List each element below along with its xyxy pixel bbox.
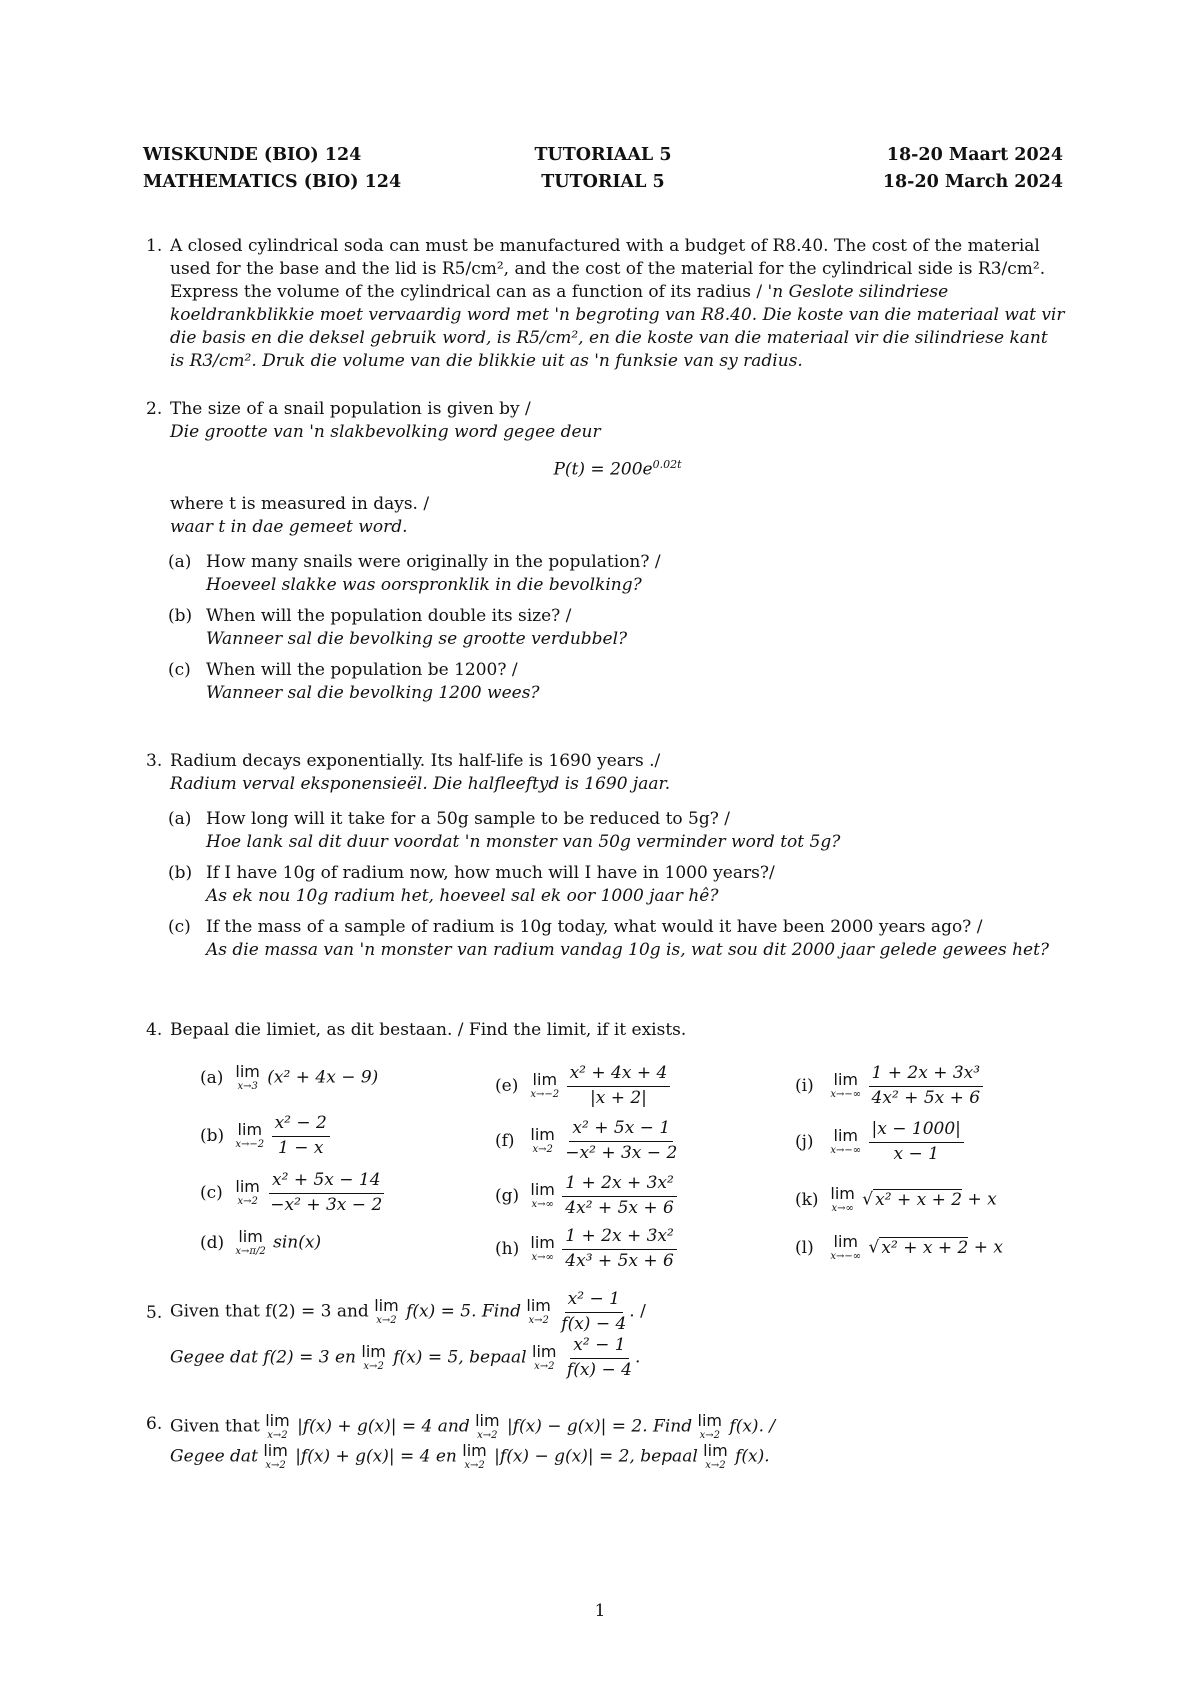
lim-subscript: x→∞: [831, 1203, 854, 1214]
limit-expression: |f(x) − g(x)| = 2. Find: [507, 1416, 693, 1437]
limit-operator: [263, 1443, 287, 1471]
limit-operator: [462, 1443, 486, 1471]
limit-label: (g): [495, 1185, 520, 1206]
limit-c: [200, 1171, 385, 1215]
subquestion-label: (b): [168, 606, 193, 627]
lim-text: lim: [532, 1342, 557, 1362]
denominator: x − 1: [893, 1143, 939, 1164]
limit-expression: f(x). /: [729, 1416, 776, 1437]
given-text: Given that f(2) = 3 and: [170, 1301, 369, 1322]
equation-exponent: 0.02t: [652, 457, 682, 471]
question-text-af: [170, 1443, 1065, 1471]
question-number: 6.: [146, 1414, 163, 1434]
lim-subscript: x→3: [237, 1081, 258, 1092]
denominator: 4x² + 5x + 6: [565, 1197, 674, 1218]
subquestion-text-af: As die massa van 'n monster van radium vandag 10g is, wat sou dit 2000 jaar gelede gewees het?: [206, 939, 1050, 960]
limit-k: [795, 1186, 997, 1214]
tutorial-title-en: TUTORIAL 5: [541, 172, 665, 192]
limit-l: [795, 1234, 1003, 1262]
lim-text: lim: [265, 1411, 290, 1430]
lim-text: lim: [830, 1184, 855, 1203]
lim-subscript: x→2: [376, 1315, 397, 1327]
where-text-af: waar t in dae gemeet word.: [170, 517, 408, 538]
numerator: |x − 1000|: [869, 1120, 964, 1143]
limit-operator: [265, 1413, 289, 1441]
question-4: [146, 1019, 1065, 1042]
limit-a: [200, 1064, 378, 1092]
lim-text: lim: [530, 1125, 555, 1145]
denominator: f(x) − 4: [561, 1313, 627, 1334]
limit-expression: (x² + 4x − 9): [267, 1067, 379, 1088]
denominator: 1 − x: [277, 1137, 324, 1158]
lim-text: lim: [235, 1062, 260, 1081]
question-number: 1.: [146, 236, 163, 256]
end-text: . /: [629, 1301, 646, 1322]
limit-fraction: [567, 1064, 671, 1108]
subquestion-label: (c): [168, 916, 191, 937]
numerator: x² + 5x − 14: [269, 1171, 384, 1194]
question-text-af: Radium verval eksponensieël. Die halfleeftyd is 1690 jaar.: [170, 773, 671, 794]
limit-expression: √ x² + x + 2 + x: [868, 1237, 1003, 1258]
lim-subscript: x→2: [534, 1361, 555, 1373]
limit-label: (a): [200, 1067, 224, 1088]
subquestion-2c: [168, 659, 1065, 705]
limit-expression: f(x).: [735, 1446, 770, 1467]
limit-operator: [703, 1443, 727, 1471]
limit-operator: [698, 1413, 722, 1441]
subquestion-text-af: As ek nou 10g radium het, hoeveel sal ek oor 1000 jaar hê?: [206, 885, 719, 906]
limit-fraction: [562, 1119, 680, 1163]
radicand: x² + x + 2: [881, 1237, 969, 1258]
limit-operator: [830, 1186, 854, 1214]
expression-tail: + x: [962, 1189, 997, 1210]
denominator: 4x³ + 5x + 6: [565, 1250, 674, 1271]
limit-value-text: f(x) = 5, bepaal: [393, 1347, 527, 1368]
question-text-en: A closed cylindrical soda can must be manufactured with a budget of R8.40. The cost of the material used for the base and the lid is R5/cm², and the cost of the material for the cylindrical side is R3/cm². Express the volume of the cylindrical can as a function of its radius /: [170, 236, 1046, 302]
subquestion-label: (a): [168, 552, 192, 573]
question-number: 5.: [146, 1303, 163, 1323]
limit-fraction: [869, 1120, 964, 1164]
limit-label: (k): [795, 1189, 819, 1210]
limit-operator: [532, 1344, 556, 1372]
limit-label: (b): [200, 1125, 225, 1146]
numerator: x² − 1: [570, 1336, 628, 1359]
lim-text: lim: [374, 1296, 399, 1316]
question-text: Bepaal die limiet, as dit bestaan. / Find the limit, if it exists.: [170, 1020, 687, 1040]
subquestion-text-en: If I have 10g of radium now, how much will I have in 1000 years?/: [206, 862, 775, 883]
lim-subscript: x→2: [363, 1361, 384, 1373]
limit-h: [495, 1227, 677, 1271]
limit-operator: [475, 1413, 499, 1441]
limit-operator: [530, 1072, 559, 1100]
limit-operator: [235, 1229, 265, 1257]
denominator: −x² + 3x − 2: [270, 1194, 383, 1215]
lim-text: lim: [235, 1177, 260, 1197]
limit-expression: |f(x) − g(x)| = 2, bepaal: [494, 1446, 698, 1467]
limit-g: [495, 1174, 677, 1218]
question-text-en: [170, 1413, 1065, 1441]
numerator: 1 + 2x + 3x³: [869, 1064, 984, 1087]
limit-label: (i): [795, 1075, 814, 1096]
lim-subscript: x→2: [532, 1144, 553, 1156]
given-text: Given that: [170, 1416, 260, 1437]
lim-subscript: x→2: [267, 1430, 288, 1441]
subquestion-text-af: Wanneer sal die bevolking 1200 wees?: [206, 683, 540, 704]
denominator: −x² + 3x − 2: [565, 1142, 678, 1163]
limit-operator: [530, 1235, 554, 1263]
limit-label: (h): [495, 1238, 520, 1259]
limit-fraction: [558, 1290, 629, 1334]
lim-subscript: x→∞: [531, 1199, 554, 1211]
lim-subscript: x→2: [705, 1460, 726, 1471]
question-5: [146, 1289, 1065, 1380]
question-text-af: [170, 1336, 1065, 1380]
question-text-en: Radium decays exponentially. Its half-life is 1690 years ./: [170, 751, 661, 771]
given-text: Gegee dat f(2) = 3 en: [170, 1347, 356, 1368]
lim-text: lim: [532, 1070, 558, 1090]
question-number: 3.: [146, 751, 163, 771]
subquestion-text-en: How long will it take for a 50g sample to be reduced to 5g? /: [206, 808, 730, 829]
tutorial-title-af: TUTORIAAL 5: [534, 145, 672, 165]
lim-text: lim: [475, 1411, 500, 1430]
question-number: 2.: [146, 399, 163, 419]
limit-expression: |f(x) + g(x)| = 4 en: [295, 1446, 457, 1467]
subquestion-2a: [168, 551, 1065, 597]
page-number: 1: [594, 1601, 606, 1621]
limit-expression: √ x² + x + 2 + x: [862, 1189, 997, 1210]
numerator: 1 + 2x + 3x²: [562, 1174, 677, 1197]
limit-j: [795, 1120, 964, 1164]
limit-e: [495, 1064, 670, 1108]
limit-fraction: [267, 1171, 385, 1215]
expression-tail: + x: [968, 1237, 1003, 1258]
subquestion-2b: [168, 605, 1065, 651]
question-1: [146, 235, 1065, 373]
limit-fraction: [564, 1336, 635, 1380]
subquestion-text-af: Wanneer sal die bevolking se grootte verdubbel?: [206, 629, 628, 650]
population-equation: [170, 458, 1065, 482]
limit-label: (e): [495, 1075, 519, 1096]
subquestion-text-en: When will the population double its size? /: [206, 606, 572, 627]
limit-expression: |f(x) + g(x)| = 4 and: [297, 1416, 470, 1437]
lim-text: lim: [833, 1070, 859, 1090]
question-text-af: Die grootte van 'n slakbevolking word gegee deur: [170, 421, 601, 442]
lim-subscript: x→−2: [235, 1139, 265, 1151]
lim-text: lim: [526, 1296, 551, 1316]
limit-label: (j): [795, 1131, 814, 1152]
subquestion-3c: [168, 916, 1065, 962]
numerator: x² − 2: [272, 1114, 330, 1137]
lim-text: lim: [530, 1233, 555, 1253]
question-3: [146, 750, 1065, 962]
lim-text: lim: [697, 1411, 723, 1430]
limit-fraction: [562, 1227, 677, 1271]
subquestion-label: (b): [168, 862, 193, 883]
subquestion-3b: [168, 862, 1065, 908]
where-text-en: where t is measured in days. /: [170, 494, 430, 515]
lim-subscript: x→2: [464, 1460, 485, 1471]
limit-fraction: [562, 1174, 677, 1218]
lim-text: lim: [703, 1441, 728, 1460]
limit-operator: [830, 1128, 861, 1156]
lim-subscript: x→2: [699, 1430, 720, 1441]
numerator: x² − 1: [565, 1290, 623, 1313]
limit-i: [795, 1064, 983, 1108]
question-text-en: [170, 1290, 1065, 1334]
limit-operator: [235, 1122, 264, 1150]
subquestion-label: (c): [168, 660, 191, 681]
document-header: [143, 144, 1063, 198]
limit-expression: sin(x): [273, 1232, 322, 1253]
subquestion-text-en: How many snails were originally in the population? /: [206, 552, 661, 573]
question-2: [146, 398, 1065, 705]
lim-subscript: x→2: [265, 1460, 286, 1471]
numerator: x² + 5x − 1: [569, 1119, 673, 1142]
denominator: f(x) − 4: [566, 1359, 632, 1380]
denominator: 4x² + 5x + 6: [871, 1087, 981, 1108]
limit-operator: [530, 1127, 554, 1155]
limit-label: (d): [200, 1232, 225, 1253]
lim-subscript: x→−∞: [830, 1089, 862, 1101]
course-title-en: MATHEMATICS (BIO) 124: [143, 172, 402, 192]
lim-subscript: x→π/2: [235, 1246, 266, 1257]
given-text: Gegee dat: [170, 1446, 258, 1467]
limit-operator: [530, 1182, 554, 1210]
subquestion-text-af: Hoeveel slakke was oorspronklik in die bevolking?: [206, 575, 642, 596]
limit-operator: [361, 1344, 385, 1372]
denominator: |x + 2|: [589, 1087, 647, 1108]
limit-operator: [526, 1298, 550, 1326]
limit-label: (c): [200, 1182, 223, 1203]
date-af: 18-20 Maart 2024: [886, 145, 1063, 165]
limit-b: [200, 1114, 330, 1158]
limit-fraction: [869, 1064, 984, 1108]
limit-operator: [235, 1064, 259, 1092]
lim-subscript: x→2: [237, 1196, 258, 1208]
limit-operator: [830, 1234, 861, 1262]
lim-subscript: x→−∞: [830, 1251, 862, 1262]
limit-label: (f): [495, 1130, 515, 1151]
lim-text: lim: [833, 1232, 859, 1251]
limit-operator: [830, 1072, 861, 1100]
lim-subscript: x→−∞: [830, 1145, 862, 1157]
date-en: 18-20 March 2024: [882, 172, 1063, 192]
lim-text: lim: [462, 1441, 487, 1460]
end-text: .: [634, 1347, 641, 1368]
limit-operator: [374, 1298, 398, 1326]
limit-fraction: [272, 1114, 330, 1158]
equation-base: P(t) = 200e: [553, 459, 653, 480]
question-number: 4.: [146, 1020, 163, 1040]
question-text-en: The size of a snail population is given by /: [170, 399, 531, 419]
lim-subscript: x→∞: [531, 1252, 554, 1264]
limit-value-text: f(x) = 5. Find: [406, 1301, 521, 1322]
lim-text: lim: [238, 1227, 263, 1246]
lim-subscript: x→−2: [530, 1089, 560, 1101]
course-title-af: WISKUNDE (BIO) 124: [143, 145, 362, 165]
numerator: 1 + 2x + 3x²: [562, 1227, 677, 1250]
subquestion-label: (a): [168, 808, 192, 829]
subquestion-text-af: Hoe lank sal dit duur voordat 'n monster van 50g verminder word tot 5g?: [206, 831, 841, 852]
limit-f: [495, 1119, 680, 1163]
lim-text: lim: [530, 1180, 555, 1200]
limit-label: (l): [795, 1237, 814, 1258]
subquestion-text-en: If the mass of a sample of radium is 10g today, what would it have been 2000 years ago? /: [206, 916, 983, 937]
lim-text: lim: [263, 1441, 288, 1460]
lim-subscript: x→2: [528, 1315, 549, 1327]
lim-text: lim: [361, 1342, 386, 1362]
lim-text: lim: [237, 1120, 263, 1140]
lim-subscript: x→2: [477, 1430, 498, 1441]
question-text-af: 'n Geslote silindriese koeldrankblikkie moet vervaardig word met 'n begroting van R8.40. Die koste van die materiaal wat vir die basis en die deksel gebruik word, is R5/cm², en die koste van die materiaal vir die silindriese kant is R3/cm². Druk die volume van die blikkie uit as 'n funksie van sy radius.: [170, 281, 1065, 371]
limit-operator: [235, 1179, 259, 1207]
lim-text: lim: [833, 1126, 859, 1146]
radicand: x² + x + 2: [875, 1189, 963, 1210]
numerator: x² + 4x + 4: [567, 1064, 671, 1087]
subquestion-3a: [168, 808, 1065, 854]
subquestion-text-en: When will the population be 1200? /: [206, 660, 518, 681]
limit-d: [200, 1229, 321, 1257]
question-6: [146, 1411, 1065, 1471]
